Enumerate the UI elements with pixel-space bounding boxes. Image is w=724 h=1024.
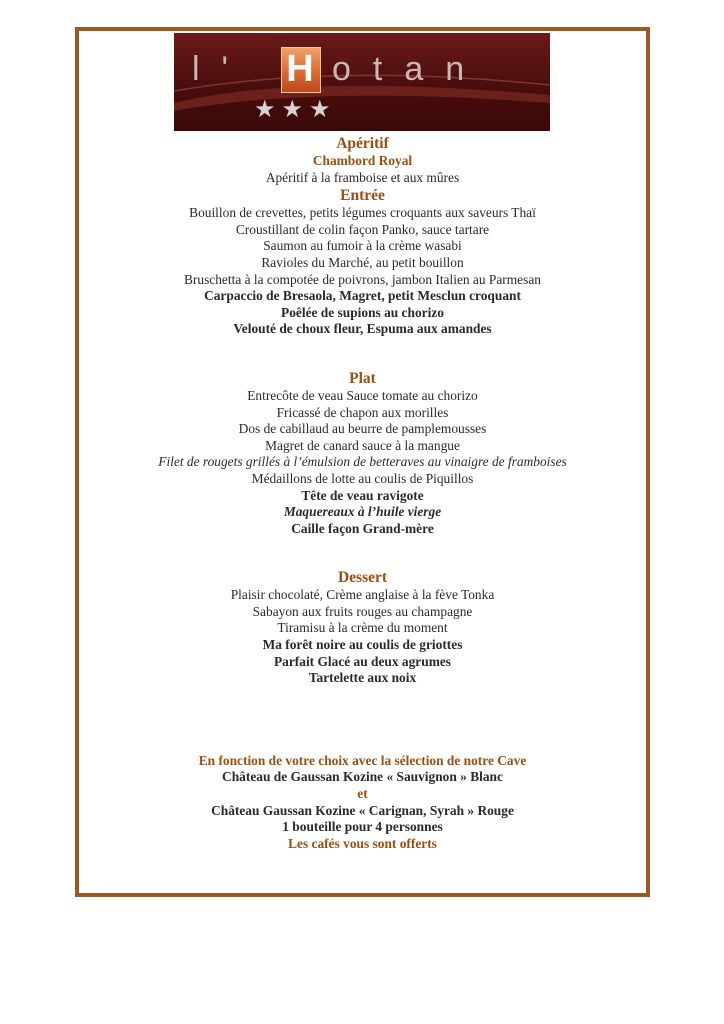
wine-white: Château de Gaussan Kozine « Sauvignon » Blanc <box>222 769 503 785</box>
menu-item: Maquereaux à l’huile vierge <box>283 504 442 520</box>
menu-item: Caille façon Grand-mère <box>291 520 434 536</box>
aperitif-name: Chambord Royal <box>312 153 413 168</box>
coffee-note: Les cafés vous sont offerts <box>288 835 437 851</box>
menu-item: Entrecôte de veau Sauce tomate au chorizo <box>247 387 478 403</box>
menu-item: Sabayon aux fruits rouges au champagne <box>252 603 473 619</box>
menu-item: Carpaccio de Bresaola, Magret, petit Mesclun croquant <box>204 288 521 304</box>
wine-red: Château Gaussan Kozine « Carignan, Syrah » Rouge <box>211 802 514 818</box>
menu-item: Saumon au fumoir à la crème wasabi <box>263 238 462 254</box>
menu-item: Ma forêt noire au coulis de griottes <box>262 637 463 653</box>
wine-intro: En fonction de votre choix avec la sélection de notre Cave <box>198 752 527 768</box>
menu-content <box>79 134 646 852</box>
menu-item: Ravioles du Marché, au petit bouillon <box>261 254 464 270</box>
logo-stars: ★★★ <box>254 95 337 123</box>
menu-item: Magret de canard sauce à la mangue <box>265 437 460 453</box>
menu-item: Parfait Glacé au deux agrumes <box>273 653 452 669</box>
wine-and: et <box>357 786 368 802</box>
menu-item: Fricassé de chapon aux morilles <box>276 404 449 420</box>
logo-text-left: l' <box>192 50 251 88</box>
logo-text-right: otan <box>332 50 487 88</box>
plat-title: Plat <box>349 369 376 387</box>
dessert-title: Dessert <box>337 569 388 587</box>
menu-item: Plaisir chocolaté, Crème anglaise à la fève Tonka <box>230 587 495 603</box>
menu-item: Dos de cabillaud au beurre de pamplemousses <box>238 421 487 437</box>
aperitif-desc: Apéritif à la framboise et aux mûres <box>265 169 460 185</box>
logo-h-letter: H <box>286 48 314 90</box>
menu-item: Bouillon de crevettes, petits légumes croquants aux saveurs Thaï <box>189 205 536 221</box>
menu-item: Tiramisu à la crème du moment <box>277 620 448 636</box>
menu-item: Tartelette aux noix <box>308 670 417 686</box>
entree-title: Entrée <box>340 187 385 205</box>
menu-item: Médaillons de lotte au coulis de Piquillos <box>251 470 474 486</box>
hotel-logo <box>174 33 550 131</box>
aperitif-title: Apéritif <box>336 135 389 152</box>
menu-item: Croustillant de colin façon Panko, sauce tartare <box>235 221 490 237</box>
menu-item: Tête de veau ravigote <box>301 487 424 503</box>
wine-bottle: 1 bouteille pour 4 personnes <box>282 819 443 835</box>
menu-item: Velouté de choux fleur, Espuma aux amandes <box>233 321 492 337</box>
menu-item: Filet de rougets grillés à l’émulsion de betteraves au vinaigre de framboises <box>158 454 567 470</box>
menu-item: Bruschetta à la compotée de poivrons, jambon Italien au Parmesan <box>184 271 541 287</box>
menu-item: Poêlée de supions au chorizo <box>281 304 444 320</box>
